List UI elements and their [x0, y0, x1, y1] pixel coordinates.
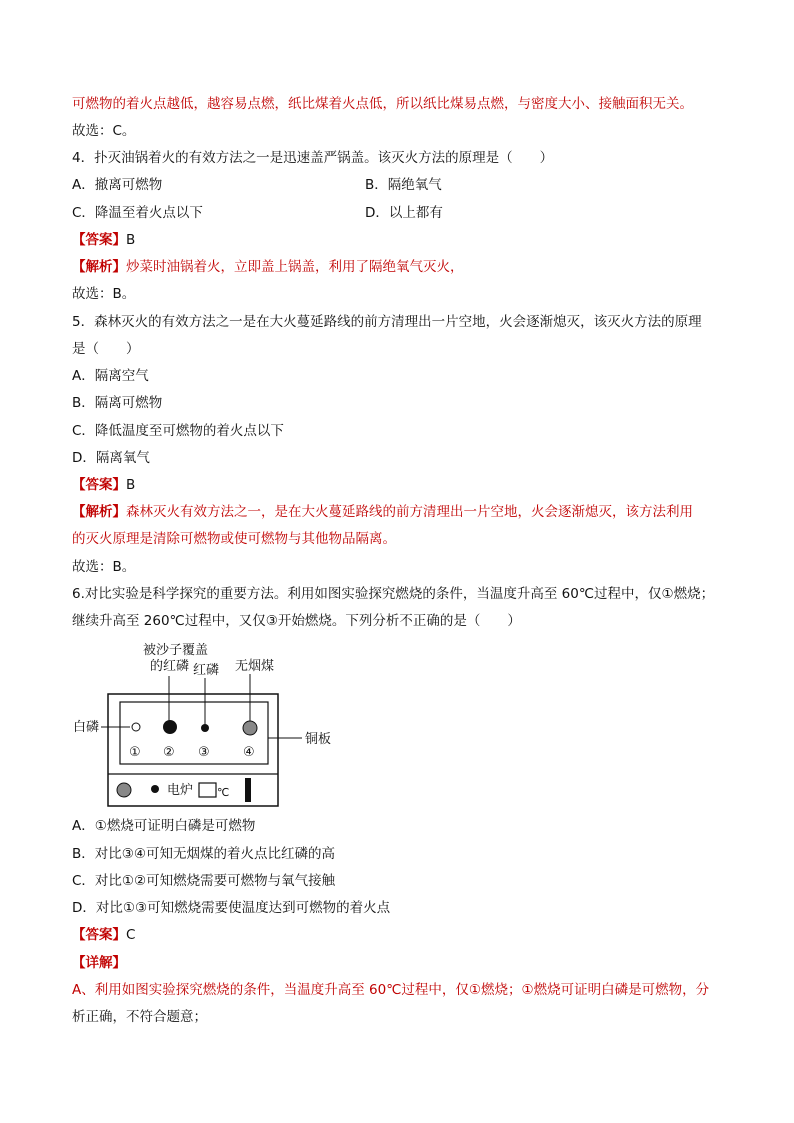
- q6-detail-line1: [72, 980, 709, 1000]
- detail-text-a: A、利用如图实验探究燃烧的条件，当温度升高至 60℃过程中，仅①燃烧；: [72, 982, 522, 998]
- analysis-label: 【解析】: [72, 504, 126, 520]
- q4-option-d: D．以上都有: [365, 205, 443, 221]
- q4-options-row1: [72, 175, 442, 195]
- answer-value: C: [126, 927, 136, 943]
- num-2: ②: [163, 745, 175, 760]
- answer-value: B: [126, 232, 136, 248]
- q4-option-b: B．隔绝氧气: [365, 177, 442, 193]
- q6-option-b: B．对比③④可知无烟煤的着火点比红磷的高: [72, 846, 335, 862]
- label-sand-line2: 的红磷: [150, 659, 190, 674]
- q6-option-d: D．对比①③可知燃烧需要使温度达到可燃物的着火点: [72, 900, 391, 916]
- num-1: ①: [129, 745, 141, 760]
- explain-tail: 可燃物的着火点越低，越容易点燃，纸比煤着火点低，所以纸比煤易点燃，与密度大小、接触面积无关。: [72, 96, 693, 112]
- stove-switch: [245, 778, 251, 802]
- q5-option-c: C．降低温度至可燃物的着火点以下: [72, 423, 284, 439]
- q5-option-d: D．隔离氧气: [72, 450, 150, 466]
- q5-analysis-line1: [72, 502, 693, 522]
- experiment-diagram: [70, 636, 360, 808]
- label-copper-plate: 铜板: [305, 732, 332, 747]
- answer-label: 【答案】: [72, 477, 126, 493]
- label-stove: 电炉: [167, 783, 194, 798]
- stove-knob: [117, 783, 131, 797]
- answer-label: 【答案】: [72, 927, 126, 943]
- analysis-text: 炒菜时油锅着火，立即盖上锅盖，利用了隔绝氧气灭火，: [126, 259, 464, 275]
- q6-detail-label: [72, 953, 126, 973]
- choice-line: 故选：C。: [72, 123, 136, 139]
- label-sand-line1: 被沙子覆盖: [143, 643, 209, 658]
- analysis-text: 森林灭火有效方法之一，是在大火蔓延路线的前方清理出一片空地，火会逐渐熄灭，该方法利用: [126, 504, 693, 520]
- q6-answer: [72, 925, 135, 945]
- temperature-display: [199, 783, 216, 797]
- q5-choice: 故选：B。: [72, 559, 136, 575]
- detail-text-b: ①燃烧可证明白磷是可燃物，分: [521, 982, 710, 998]
- q4-stem: 4．扑灭油锅着火的有效方法之一是迅速盖严锅盖。该灭火方法的原理是（ ）: [72, 150, 554, 166]
- q4-answer: [72, 230, 135, 250]
- smokeless-coal: [243, 721, 257, 735]
- label-red-phosphorus: 红磷: [193, 663, 220, 678]
- q5-option-b: B．隔离可燃物: [72, 395, 163, 411]
- q5-stem-line2: 是（ ）: [72, 341, 140, 357]
- q4-options-row2: [72, 203, 443, 223]
- q6-option-a: A．①燃烧可证明白磷是可燃物: [72, 818, 256, 834]
- answer-value: B: [126, 477, 136, 493]
- q5-stem-line1: 5．森林灭火的有效方法之一是在大火蔓延路线的前方清理出一片空地，火会逐渐熄灭，该灭火方法的原理: [72, 314, 702, 330]
- sand-covered-red-phosphorus: [163, 720, 177, 734]
- q4-analysis: [72, 257, 464, 277]
- red-phosphorus: [201, 724, 209, 732]
- q6-stem-line2: 继续升高至 260℃过程中，又仅③开始燃烧。下列分析不正确的是（ ）: [72, 613, 521, 629]
- q6-stem-line1: 6.对比实验是科学探究的重要方法。利用如图实验探究燃烧的条件，当温度升高至 60℃过程中，仅①燃烧；: [72, 586, 715, 602]
- label-white-phosphorus: 白磷: [73, 720, 100, 735]
- white-phosphorus: [132, 723, 140, 731]
- num-4: ④: [243, 745, 255, 760]
- celsius-symbol: ℃: [217, 786, 230, 799]
- analysis-label: 【解析】: [72, 259, 126, 275]
- q6-option-c: C．对比①②可知燃烧需要可燃物与氧气接触: [72, 873, 336, 889]
- q4-choice: 故选：B。: [72, 286, 136, 302]
- q5-answer: [72, 475, 135, 495]
- stove-indicator: [151, 785, 159, 793]
- q5-analysis-line2: 的灭火原理是清除可燃物或使可燃物与其他物品隔离。: [72, 531, 396, 547]
- q5-option-a: A．隔离空气: [72, 368, 149, 384]
- q4-option-a: A．撤离可燃物: [72, 177, 163, 193]
- num-3: ③: [198, 745, 210, 760]
- detail-label: 【详解】: [72, 955, 126, 971]
- label-coal: 无烟煤: [235, 659, 275, 674]
- answer-label: 【答案】: [72, 232, 126, 248]
- q4-option-c: C．降温至着火点以下: [72, 205, 203, 221]
- q6-detail-line2: 析正确，不符合题意；: [72, 1009, 207, 1025]
